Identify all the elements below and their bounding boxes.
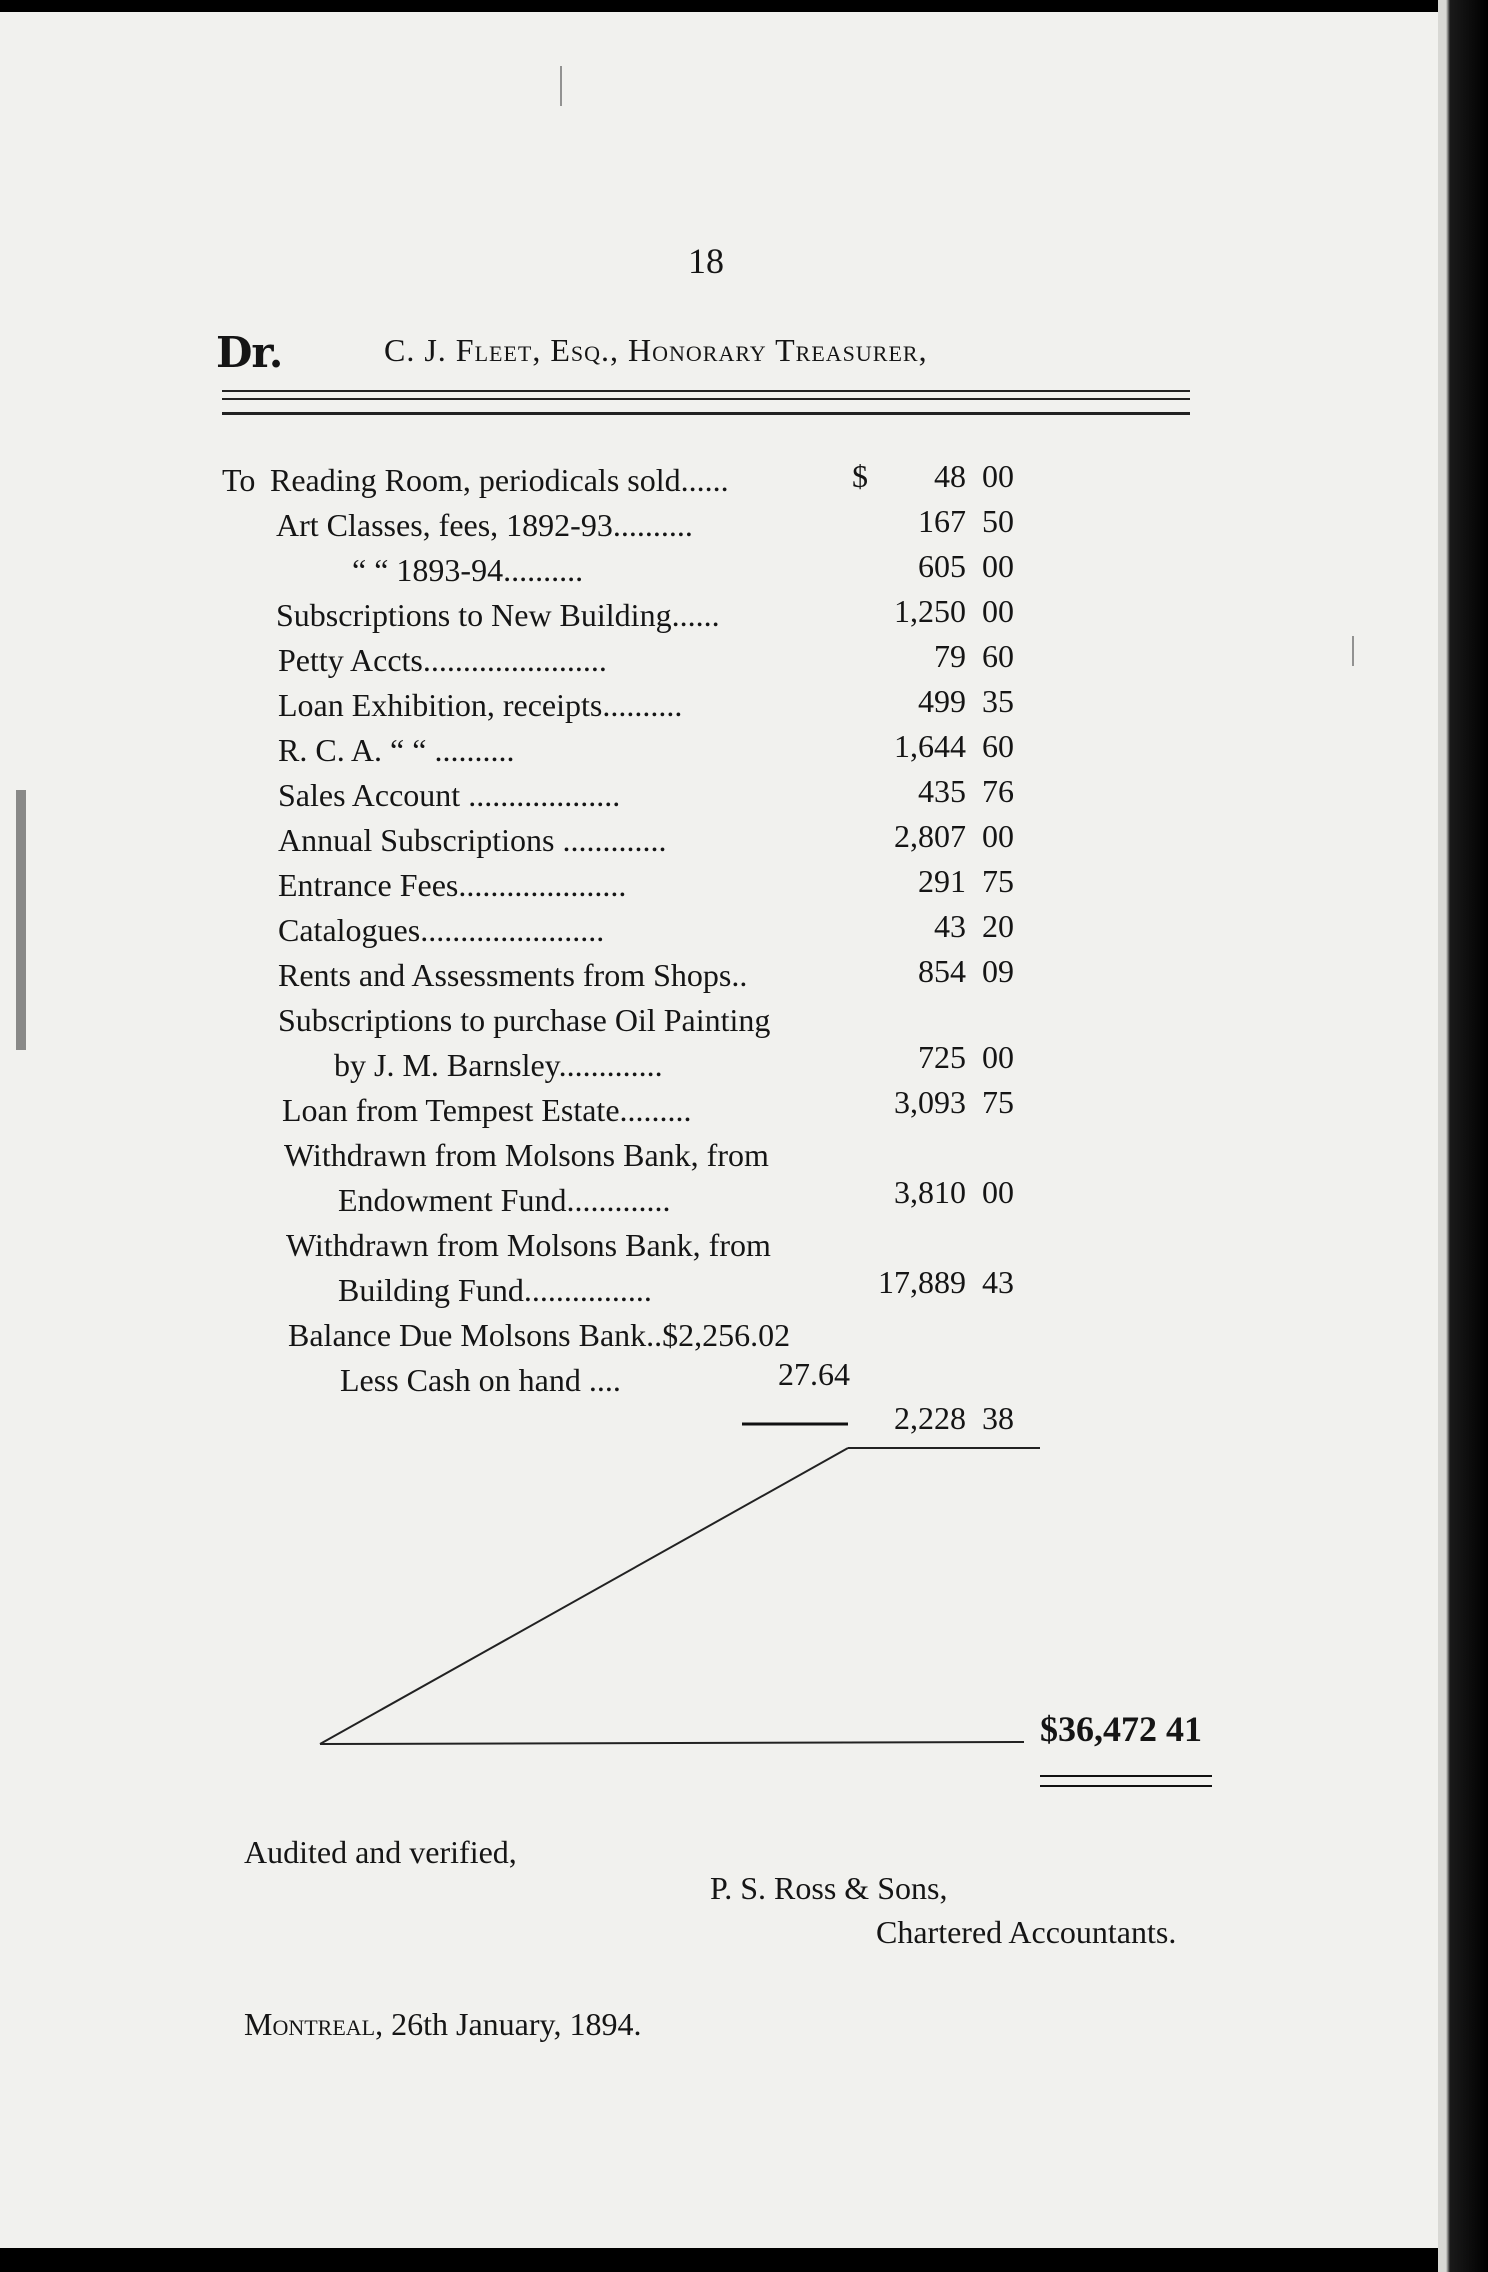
entry-label: Subscriptions to New Building...... [276, 597, 720, 633]
auditor-firm: P. S. Ross & Sons, [710, 1870, 948, 1906]
entry-cents: 00 [982, 1039, 1014, 1075]
entry-dollars: 3,810 [894, 1174, 966, 1210]
entry-label: Petty Accts....................... [278, 642, 607, 678]
entry-cents: 60 [982, 638, 1014, 674]
entry-label: Art Classes, fees, 1892-93.......... [276, 507, 693, 543]
entry-dollars: 499 [918, 683, 966, 719]
entry-label: Balance Due Molsons Bank..$2,256.02 [288, 1317, 791, 1353]
entry-label: “ “ 1893-94.......... [352, 552, 584, 588]
entry-cents: 00 [982, 1174, 1014, 1210]
entry-label: Building Fund................ [338, 1272, 652, 1308]
entry-label: Withdrawn from Molsons Bank, from [284, 1137, 769, 1173]
entry-dollars: 48 [934, 458, 966, 494]
entry-cents: 00 [982, 458, 1014, 494]
entry-cents: 00 [982, 593, 1014, 629]
entry-dollars: 435 [918, 773, 966, 809]
entry-cents: 35 [982, 683, 1014, 719]
entry-label: Entrance Fees..................... [278, 867, 627, 903]
scan-mark [560, 66, 562, 106]
entry-label: Endowment Fund............. [338, 1182, 671, 1218]
entry-dollars: 291 [918, 863, 966, 899]
entry-label: Sales Account ................... [278, 777, 621, 813]
entry-label: R. C. A. “ “ .......... [278, 732, 515, 768]
entry-label: Less Cash on hand .... [340, 1362, 621, 1398]
entry-cents: 38 [982, 1400, 1014, 1436]
entry-dollars: 43 [934, 908, 966, 944]
entry-label: Withdrawn from Molsons Bank, from [286, 1227, 771, 1263]
place-city: Montreal, [244, 2006, 384, 2042]
entry-cents: 75 [982, 1084, 1014, 1120]
grand-total: $36,472 41 [1040, 1709, 1202, 1749]
debit-heading: Dr. [216, 328, 283, 377]
entry-cents: 00 [982, 818, 1014, 854]
entry-prefix: To [222, 462, 256, 498]
entry-cents: 75 [982, 863, 1014, 899]
entry-cents: 09 [982, 953, 1014, 989]
closing-diagonal-line [320, 1448, 848, 1744]
entry-dollars: 1,644 [894, 728, 966, 764]
entry-label: Loan Exhibition, receipts.......... [278, 687, 683, 723]
entry-label: Annual Subscriptions ............. [278, 822, 667, 858]
auditor-title: Chartered Accountants. [876, 1914, 1177, 1950]
audit-note: Audited and verified, [244, 1834, 517, 1870]
entry-dollars: 2,807 [894, 818, 966, 854]
entry-dollars: 854 [918, 953, 966, 989]
entry-dollars: 79 [934, 638, 966, 674]
entry-dollars: 3,093 [894, 1084, 966, 1120]
entry-label: Catalogues....................... [278, 912, 605, 948]
entry-cents: 76 [982, 773, 1014, 809]
entry-label: Rents and Assessments from Shops.. [278, 957, 748, 993]
binding-shadow [16, 790, 26, 1050]
entry-dollars: 725 [918, 1039, 966, 1075]
entry-cents: 20 [982, 908, 1014, 944]
entry-label: Subscriptions to purchase Oil Painting [278, 1002, 771, 1038]
account-title: C. J. Fleet, Esq., Honorary Treasurer, [384, 332, 928, 368]
entry-dollars: 167 [918, 503, 966, 539]
entry-dollars: 2,228 [894, 1400, 966, 1436]
entry-dollars: 605 [918, 548, 966, 584]
entry-cents: 43 [982, 1264, 1014, 1300]
entry-sub-amount: 27.64 [778, 1356, 850, 1392]
entry-label: Loan from Tempest Estate......... [282, 1092, 692, 1128]
entry-label: by J. M. Barnsley............. [334, 1047, 663, 1083]
scan-mark [1352, 636, 1354, 666]
entry-label: Reading Room, periodicals sold...... [270, 462, 729, 498]
closing-bottom-rule [320, 1742, 1024, 1744]
currency-sign: $ [852, 458, 868, 494]
entry-cents: 50 [982, 503, 1014, 539]
page-number: 18 [688, 241, 724, 281]
entry-cents: 60 [982, 728, 1014, 764]
place-and-date [244, 2006, 641, 2043]
entry-dollars: 17,889 [878, 1264, 966, 1300]
entry-cents: 00 [982, 548, 1014, 584]
date-text: 26th January, 1894. [391, 2006, 642, 2042]
entry-dollars: 1,250 [894, 593, 966, 629]
